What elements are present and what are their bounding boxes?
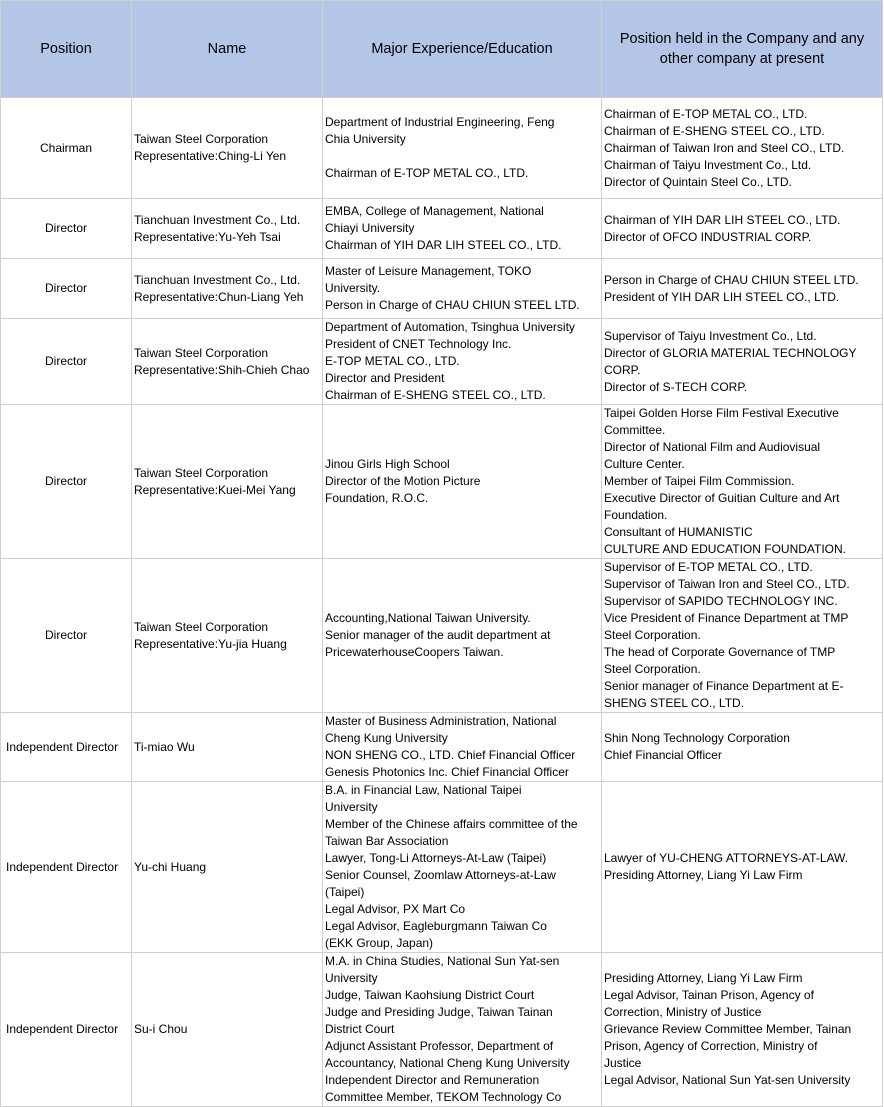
table-row <box>1 98 883 199</box>
current-line: Senior manager of Finance Department at E- <box>604 679 844 693</box>
current-line: Chairman of Taiyu Investment Co., Ltd. <box>604 157 812 172</box>
experience-line: EMBA, College of Management, National <box>325 204 544 218</box>
experience-line: B.A. in Financial Law, National Taipei <box>325 783 522 797</box>
experience-line: Independent Director and Remuneration <box>325 1073 540 1087</box>
name-line: Taiwan Steel Corporation <box>134 619 269 634</box>
name-line: Tianchuan Investment Co., Ltd. <box>134 212 301 227</box>
name-cell <box>132 559 323 713</box>
current-line: CULTURE AND EDUCATION FOUNDATION. <box>604 542 847 556</box>
current-line: Shin Nong Technology Corporation <box>604 731 790 745</box>
current-positions-cell <box>602 405 883 559</box>
experience-cell <box>323 713 602 782</box>
experience-line: Taiwan Bar Association <box>325 834 449 848</box>
name-line: Tianchuan Investment Co., Ltd. <box>134 272 301 287</box>
current-line: Chairman of Taiwan Iron and Steel CO., LTD. <box>604 140 845 155</box>
header-position: Position <box>1 1 132 98</box>
experience-cell <box>323 259 602 319</box>
experience-line: Master of Business Administration, National <box>325 714 557 728</box>
experience-line: Cheng Kung University <box>325 731 448 745</box>
current-line: Prison, Agency of Correction, Ministry of <box>604 1039 818 1053</box>
experience-line: Chia University <box>325 132 406 146</box>
table-row <box>1 319 883 405</box>
current-line: Supervisor of Taiwan Iron and Steel CO., LTD. <box>604 577 850 591</box>
current-line: Chairman of YIH DAR LIH STEEL CO., LTD. <box>604 212 841 227</box>
current-positions-cell <box>602 559 883 713</box>
experience-line: Adjunct Assistant Professor, Department of <box>325 1039 554 1053</box>
position-cell: Independent Director <box>1 713 132 782</box>
table-row <box>1 559 883 713</box>
header-row <box>1 1 883 98</box>
current-line: Chairman of E-SHENG STEEL CO., LTD. <box>604 123 825 138</box>
current-line: Presiding Attorney, Liang Yi Law Firm <box>604 971 803 985</box>
experience-line: Department of Industrial Engineering, Feng <box>325 115 555 129</box>
current-line: Director of National Film and Audiovisual <box>604 440 821 454</box>
current-positions-cell <box>602 98 883 199</box>
current-line: SHENG STEEL CO., LTD. <box>604 696 745 710</box>
current-line: CORP. <box>604 362 641 377</box>
experience-line: Person in Charge of CHAU CHIUN STEEL LTD. <box>325 298 580 312</box>
experience-line: Jinou Girls High School <box>325 457 450 471</box>
table-row <box>1 259 883 319</box>
name-line: Taiwan Steel Corporation <box>134 465 269 480</box>
current-line: Grievance Review Committee Member, Tainan <box>604 1022 852 1036</box>
current-line: Chief Financial Officer <box>604 748 722 762</box>
experience-line: (EKK Group, Japan) <box>325 936 434 950</box>
experience-line: Lawyer, Tong-Li Attorneys-At-Law (Taipei) <box>325 851 547 865</box>
current-line: Vice President of Finance Department at TMP <box>604 611 849 625</box>
current-line: Director of S-TECH CORP. <box>604 379 748 394</box>
table-row <box>1 405 883 559</box>
experience-line: Accounting,National Taiwan University. <box>325 611 531 625</box>
experience-line: PricewaterhouseCoopers Taiwan. <box>325 645 504 659</box>
current-line: Steel Corporation. <box>604 628 701 642</box>
current-positions-cell <box>602 953 883 1107</box>
name-cell <box>132 782 323 953</box>
current-line: Steel Corporation. <box>604 662 701 676</box>
experience-line: Chiayi University <box>325 221 415 235</box>
experience-line: Department of Automation, Tsinghua University <box>325 320 575 334</box>
experience-line: President of CNET Technology Inc. <box>325 337 512 351</box>
name-line: Yu-chi Huang <box>134 859 207 874</box>
current-positions-cell <box>602 713 883 782</box>
name-cell <box>132 319 323 405</box>
current-line: Member of Taipei Film Commission. <box>604 474 795 488</box>
name-line: Representative:Chun-Liang Yeh <box>134 289 304 304</box>
experience-cell <box>323 953 602 1107</box>
current-line: Director of GLORIA MATERIAL TECHNOLOGY <box>604 345 857 360</box>
current-positions-cell <box>602 259 883 319</box>
current-line: Correction, Ministry of Justice <box>604 1005 762 1019</box>
experience-cell <box>323 559 602 713</box>
current-line: Supervisor of Taiyu Investment Co., Ltd. <box>604 328 817 343</box>
experience-line: Master of Leisure Management, TOKO <box>325 264 532 278</box>
experience-line: NON SHENG CO., LTD. Chief Financial Officer <box>325 748 576 762</box>
experience-line: Director of the Motion Picture <box>325 474 481 488</box>
experience-cell <box>323 98 602 199</box>
name-cell <box>132 953 323 1107</box>
current-line: Consultant of HUMANISTIC <box>604 525 753 539</box>
experience-line: Genesis Photonics Inc. Chief Financial Officer <box>325 765 569 779</box>
name-cell <box>132 259 323 319</box>
current-line: Director of OFCO INDUSTRIAL CORP. <box>604 229 812 244</box>
current-line: Legal Advisor, National Sun Yat-sen University <box>604 1073 851 1087</box>
position-cell: Independent Director <box>1 953 132 1107</box>
experience-line: Committee Member, TEKOM Technology Co <box>325 1090 562 1104</box>
name-cell <box>132 405 323 559</box>
current-line: Executive Director of Guitian Culture and Art <box>604 491 840 505</box>
experience-line: Chairman of E-SHENG STEEL CO., LTD. <box>325 388 546 402</box>
name-line: Representative:Yu-jia Huang <box>134 636 287 651</box>
experience-line: University <box>325 800 378 814</box>
position-cell: Director <box>1 405 132 559</box>
current-positions-cell <box>602 319 883 405</box>
name-line: Representative:Yu-Yeh Tsai <box>134 229 281 244</box>
header-name: Name <box>132 1 323 98</box>
experience-line: Chairman of YIH DAR LIH STEEL CO., LTD. <box>325 238 562 252</box>
current-line: Foundation. <box>604 508 668 522</box>
position-cell: Director <box>1 259 132 319</box>
name-line: Representative:Ching-Li Yen <box>134 149 287 163</box>
name-line: Taiwan Steel Corporation <box>134 132 269 146</box>
experience-line: Member of the Chinese affairs committee of the <box>325 817 578 831</box>
experience-line: Legal Advisor, Eagleburgmann Taiwan Co <box>325 919 547 933</box>
current-line: Supervisor of SAPIDO TECHNOLOGY INC. <box>604 594 838 608</box>
experience-line: Senior Counsel, Zoomlaw Attorneys-at-Law <box>325 868 556 882</box>
position-cell: Director <box>1 199 132 259</box>
experience-line: M.A. in China Studies, National Sun Yat-sen <box>325 954 560 968</box>
experience-line: District Court <box>325 1022 395 1036</box>
header-current-positions: Position held in the Company and any other company at present <box>602 1 883 98</box>
name-cell <box>132 713 323 782</box>
current-line: Culture Center. <box>604 457 685 471</box>
name-line: Ti-miao Wu <box>134 739 195 754</box>
experience-line: Director and President <box>325 371 445 385</box>
experience-line: Foundation, R.O.C. <box>325 491 429 505</box>
current-positions-cell <box>602 782 883 953</box>
position-cell: Director <box>1 559 132 713</box>
name-cell <box>132 199 323 259</box>
experience-line: E-TOP METAL CO., LTD. <box>325 354 460 368</box>
current-line: Committee. <box>604 423 666 437</box>
experience-cell <box>323 782 602 953</box>
current-line: Legal Advisor, Tainan Prison, Agency of <box>604 988 814 1002</box>
current-line: Taipei Golden Horse Film Festival Executive <box>604 406 839 420</box>
table-row <box>1 713 883 782</box>
table-row <box>1 782 883 953</box>
name-line: Su-i Chou <box>134 1022 188 1036</box>
experience-cell <box>323 319 602 405</box>
current-line: Person in Charge of CHAU CHIUN STEEL LTD. <box>604 272 859 287</box>
position-cell: Independent Director <box>1 782 132 953</box>
header-experience: Major Experience/Education <box>323 1 602 98</box>
current-line: President of YIH DAR LIH STEEL CO., LTD. <box>604 289 840 304</box>
current-line: Director of Quintain Steel Co., LTD. <box>604 174 792 189</box>
current-line: Presiding Attorney, Liang Yi Law Firm <box>604 868 803 882</box>
experience-line: Senior manager of the audit department at <box>325 628 551 642</box>
current-line: The head of Corporate Governance of TMP <box>604 645 836 659</box>
experience-line: University. <box>325 281 381 295</box>
experience-cell <box>323 405 602 559</box>
experience-line: Legal Advisor, PX Mart Co <box>325 902 466 916</box>
experience-line: Accountancy, National Cheng Kung University <box>325 1056 570 1070</box>
experience-line <box>325 148 599 165</box>
current-line: Chairman of E-TOP METAL CO., LTD. <box>604 106 808 121</box>
name-line: Representative:Shih-Chieh Chao <box>134 362 310 377</box>
position-cell: Director <box>1 319 132 405</box>
experience-line: Judge and Presiding Judge, Taiwan Tainan <box>325 1005 553 1019</box>
experience-line: (Taipei) <box>325 885 365 899</box>
current-line: Justice <box>604 1056 642 1070</box>
name-cell <box>132 98 323 199</box>
experience-cell <box>323 199 602 259</box>
experience-line: Chairman of E-TOP METAL CO., LTD. <box>325 166 529 180</box>
current-positions-cell <box>602 199 883 259</box>
current-line: Lawyer of YU-CHENG ATTORNEYS-AT-LAW. <box>604 851 849 865</box>
table-row <box>1 199 883 259</box>
current-line: Supervisor of E-TOP METAL CO., LTD. <box>604 560 813 574</box>
position-cell: Chairman <box>1 98 132 199</box>
experience-line: Judge, Taiwan Kaohsiung District Court <box>325 988 535 1002</box>
name-line: Representative:Kuei-Mei Yang <box>134 482 296 497</box>
table-row <box>1 953 883 1107</box>
experience-line: University <box>325 971 378 985</box>
name-line: Taiwan Steel Corporation <box>134 345 269 360</box>
